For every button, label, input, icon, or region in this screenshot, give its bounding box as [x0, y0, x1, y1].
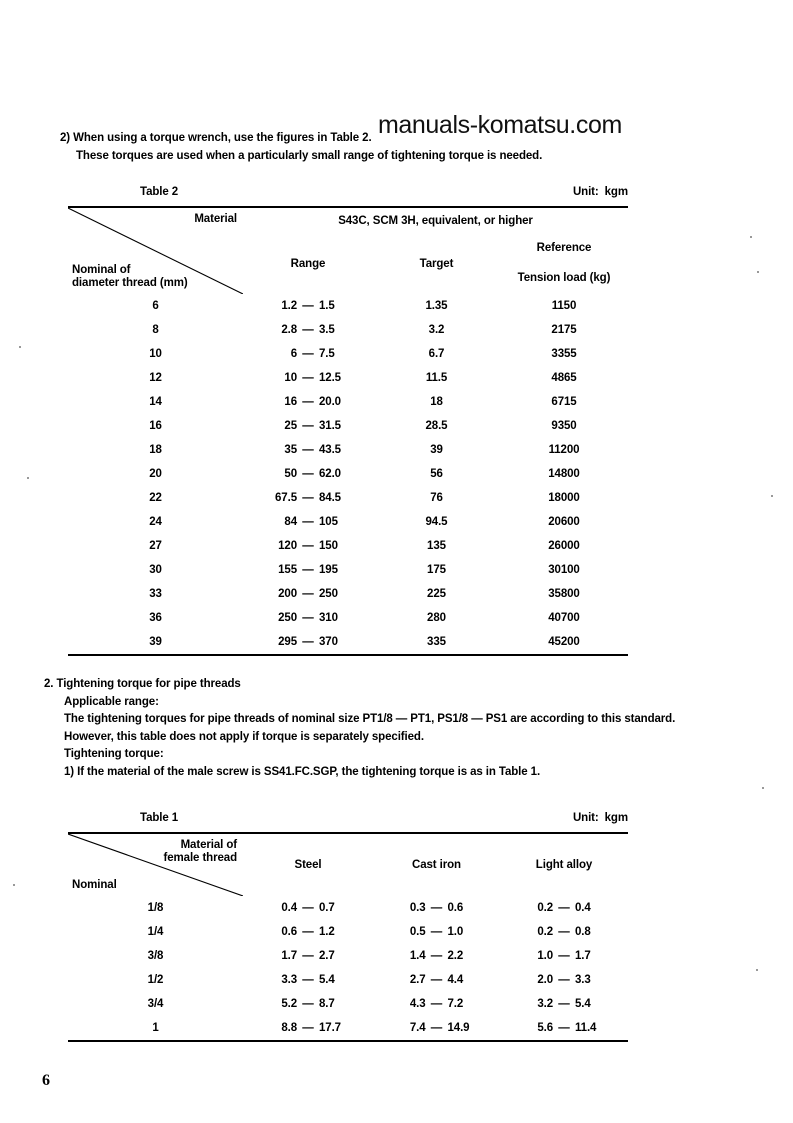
table2-col-tension-load: Tension load (kg) [517, 272, 611, 284]
table-row [68, 606, 628, 630]
table2-cell-tension-load: 2175 [551, 324, 577, 336]
range-low: 10 [284, 372, 297, 384]
range-dash: — [302, 998, 314, 1010]
range-low: 35 [284, 444, 297, 456]
range-high: 370 [319, 636, 338, 648]
table1-cell-cast-iron [373, 992, 500, 1016]
table2-cell-target: 280 [427, 612, 446, 624]
scan-speckle [27, 477, 29, 479]
range-dash: — [430, 902, 443, 914]
section2-tightening-torque-label: Tightening torque: [64, 748, 164, 760]
range-dash: — [558, 1022, 570, 1034]
table1-cell-nominal: 1 [152, 1022, 159, 1034]
table2-cell-nominal: 8 [152, 324, 159, 336]
range-dash: — [302, 300, 314, 312]
range-low: 1.4 [409, 950, 426, 962]
table1-cell-nominal: 1/2 [147, 974, 164, 986]
range-low: 0.4 [281, 902, 297, 914]
table1 [68, 832, 628, 1042]
table2-cell-target: 76 [430, 492, 443, 504]
table-row [68, 294, 628, 318]
range-low: 1.7 [281, 950, 297, 962]
table-row [68, 944, 628, 968]
table2-caption: Table 2 [140, 186, 179, 198]
table1-cell-steel [243, 920, 373, 944]
watermark-text: manuals-komatsu.com [378, 111, 622, 139]
range-high: 20.0 [319, 396, 341, 408]
table2-cell-tension-load: 9350 [551, 420, 577, 432]
table1-col-steel: Steel [294, 859, 322, 871]
range-dash: — [302, 372, 314, 384]
table-row [68, 968, 628, 992]
table2-col-reference: Reference [536, 241, 592, 254]
table-row [68, 558, 628, 582]
range-low: 2.0 [537, 974, 553, 986]
table2-cell-target: 6.7 [428, 348, 445, 360]
table2-cell-tension-load: 45200 [548, 636, 580, 648]
range-high: 1.5 [319, 300, 335, 312]
section2-body-1: The tightening torques for pipe threads of nominal size PT1/8 — PT1, PS1/8 — PS1 are according to this standard. [64, 713, 676, 725]
range-dash: — [302, 492, 314, 504]
table2-cell-tension-load: 1150 [551, 300, 577, 312]
range-low: 67.5 [275, 492, 297, 504]
range-high: 150 [319, 540, 338, 552]
table-row [68, 630, 628, 655]
table-row [68, 438, 628, 462]
range-dash: — [302, 974, 314, 986]
range-low: 1.2 [281, 300, 297, 312]
table-row [68, 390, 628, 414]
range-high: 1.0 [447, 926, 464, 938]
table-row [68, 462, 628, 486]
range-high: 0.4 [575, 902, 591, 914]
range-high: 0.7 [319, 902, 335, 914]
table2-cell-nominal: 33 [149, 588, 162, 600]
scan-speckle [19, 346, 21, 348]
range-dash: — [302, 348, 314, 360]
table-row [68, 534, 628, 558]
intro-line-1: 2) When using a torque wrench, use the figures in Table 2. [60, 132, 372, 144]
table1-col-cast-iron: Cast iron [412, 859, 461, 871]
table2-cell-range [243, 534, 373, 558]
section2-heading: 2. Tightening torque for pipe threads [44, 678, 241, 690]
table-row [68, 342, 628, 366]
table-row [68, 318, 628, 342]
range-low: 7.4 [409, 1022, 426, 1034]
range-low: 84 [284, 516, 297, 528]
table-row [68, 992, 628, 1016]
range-high: 11.4 [575, 1022, 597, 1034]
range-high: 14.9 [447, 1022, 470, 1034]
table2-cell-range [243, 318, 373, 342]
table1-cell-light-alloy [500, 920, 628, 944]
range-dash: — [302, 540, 314, 552]
table1-cell-steel [243, 968, 373, 992]
table-row [68, 582, 628, 606]
table2-cell-target: 28.5 [425, 420, 448, 432]
range-dash: — [430, 926, 443, 938]
table2-cell-nominal: 12 [149, 372, 162, 384]
table2-cell-range [243, 510, 373, 534]
range-low: 3.2 [537, 998, 553, 1010]
table2-cell-target: 11.5 [425, 372, 448, 384]
table2-material-label: Material [194, 213, 237, 225]
table2-cell-nominal: 6 [152, 300, 159, 312]
scan-speckle [771, 495, 773, 497]
table2-header-row-1 [68, 207, 628, 233]
table1-corner-cell [68, 833, 243, 896]
range-dash: — [302, 324, 314, 336]
range-high: 62.0 [319, 468, 341, 480]
table2-cell-tension-load: 6715 [551, 396, 577, 408]
table2-cell-nominal: 16 [149, 420, 162, 432]
range-high: 5.4 [319, 974, 335, 986]
table2-material-band: S43C, SCM 3H, equivalent, or higher [338, 214, 533, 227]
scan-speckle [757, 271, 759, 273]
table2-unit-value: kgm [604, 186, 628, 198]
table2-cell-nominal: 14 [149, 396, 162, 408]
range-dash: — [302, 564, 314, 576]
range-high: 3.5 [319, 324, 335, 336]
table2-cell-range [243, 630, 373, 655]
range-high: 310 [319, 612, 338, 624]
range-low: 8.8 [281, 1022, 297, 1034]
scan-speckle [750, 236, 752, 238]
range-low: 1.0 [537, 950, 553, 962]
table2-cell-tension-load: 4865 [551, 372, 577, 384]
table2-cell-target: 335 [427, 636, 446, 648]
intro-line-2: These torques are used when a particularly small range of tightening torque is needed. [76, 150, 543, 162]
range-low: 155 [278, 564, 297, 576]
table2-cell-nominal: 30 [149, 564, 162, 576]
table1-cell-steel [243, 1016, 373, 1041]
section2 [44, 676, 734, 781]
table2-cell-tension-load: 18000 [548, 492, 580, 504]
table1-cell-cast-iron [373, 920, 500, 944]
range-low: 0.2 [537, 902, 553, 914]
range-high: 7.2 [447, 998, 464, 1010]
table1-cell-steel [243, 992, 373, 1016]
table2-cell-tension-load: 40700 [548, 612, 580, 624]
section2-applicable-range-label: Applicable range: [64, 695, 159, 708]
table2-cell-nominal: 20 [149, 468, 162, 480]
range-high: 195 [319, 564, 338, 576]
table2-cell-range [243, 294, 373, 318]
range-dash: — [302, 468, 314, 480]
table1-nominal-label: Nominal [72, 879, 117, 891]
table1-cell-steel [243, 944, 373, 968]
range-high: 1.2 [319, 926, 335, 938]
range-dash: — [430, 998, 443, 1010]
table1-material-label [164, 839, 237, 865]
range-dash: — [302, 612, 314, 624]
table-row [68, 896, 628, 920]
table2-cell-target: 175 [427, 564, 446, 576]
range-low: 5.2 [281, 998, 297, 1010]
section2-body-3: 1) If the material of the male screw is SS41.FC.SGP, the tightening torque is as in Table 1. [64, 765, 541, 778]
range-high: 17.7 [319, 1022, 341, 1034]
range-dash: — [302, 420, 314, 432]
range-low: 120 [278, 540, 297, 552]
page-number: 6 [42, 1072, 50, 1089]
table1-cell-light-alloy [500, 896, 628, 920]
table2-cell-range [243, 414, 373, 438]
table2-cell-nominal: 39 [149, 636, 162, 648]
table2-nominal-line2: diameter thread (mm) [72, 277, 188, 289]
table-row [68, 414, 628, 438]
table1-head [68, 833, 628, 896]
table1-cell-cast-iron [373, 1016, 500, 1041]
table2-cell-target: 94.5 [425, 516, 448, 528]
table2-cell-range [243, 342, 373, 366]
range-dash: — [430, 950, 443, 962]
table1-cell-light-alloy [500, 992, 628, 1016]
table2-cell-range [243, 582, 373, 606]
table2-cell-tension-load: 3355 [551, 348, 577, 360]
range-high: 4.4 [447, 974, 464, 986]
range-dash: — [558, 926, 570, 938]
table2-cell-target: 39 [430, 444, 443, 456]
range-low: 4.3 [409, 998, 426, 1010]
range-high: 7.5 [319, 348, 335, 360]
range-low: 16 [284, 396, 297, 408]
intro-paragraph [60, 129, 720, 165]
table2-cell-range [243, 462, 373, 486]
table2-cell-range [243, 558, 373, 582]
section2-body-2: However, this table does not apply if torque is separately specified. [64, 730, 424, 743]
range-dash: — [302, 902, 314, 914]
range-high: 43.5 [319, 444, 341, 456]
range-high: 2.7 [319, 950, 335, 962]
range-dash: — [558, 902, 570, 914]
table1-cell-cast-iron [373, 896, 500, 920]
range-high: 5.4 [575, 998, 591, 1010]
table1-cell-nominal: 1/4 [147, 926, 164, 938]
table2-nominal-label [72, 264, 188, 290]
table2-cell-nominal: 36 [149, 612, 162, 624]
range-high: 3.3 [575, 974, 591, 986]
table-row [68, 486, 628, 510]
range-low: 0.3 [409, 902, 426, 914]
range-dash: — [430, 1022, 443, 1034]
range-high: 1.7 [575, 950, 591, 962]
range-dash: — [302, 396, 314, 408]
table1-material-line1: Material of [180, 839, 237, 851]
table2-cell-range [243, 390, 373, 414]
table1-body [68, 896, 628, 1041]
table1-cell-cast-iron [373, 944, 500, 968]
range-low: 0.6 [281, 926, 297, 938]
table2-cell-tension-load: 26000 [548, 540, 580, 552]
table1-cell-cast-iron [373, 968, 500, 992]
range-dash: — [302, 588, 314, 600]
range-dash: — [302, 950, 314, 962]
range-high: 250 [319, 588, 338, 600]
range-dash: — [430, 974, 443, 986]
table1-cell-nominal: 3/8 [147, 950, 164, 962]
range-dash: — [302, 1022, 314, 1034]
table2-corner-cell [68, 207, 243, 294]
table1-col-light-alloy: Light alloy [535, 859, 593, 871]
table2-cell-target: 3.2 [428, 324, 445, 336]
table1-material-line2: female thread [163, 852, 237, 864]
table2-nominal-line1: Nominal of [72, 264, 131, 276]
range-low: 0.5 [409, 926, 426, 938]
range-low: 200 [278, 588, 297, 600]
range-dash: — [302, 516, 314, 528]
range-high: 31.5 [319, 420, 341, 432]
table-row [68, 1016, 628, 1041]
range-dash: — [558, 950, 570, 962]
table2-cell-nominal: 27 [149, 540, 162, 552]
table1-caption: Table 1 [140, 812, 179, 824]
scan-speckle [756, 969, 758, 971]
table1-header-row [68, 833, 628, 896]
scan-speckle [762, 787, 764, 789]
table2-unit-label: Unit: [572, 186, 599, 198]
table1-cell-light-alloy [500, 968, 628, 992]
table2-cell-nominal: 10 [149, 348, 162, 360]
range-low: 2.8 [281, 324, 297, 336]
range-low: 2.7 [409, 974, 426, 986]
table2-cell-range [243, 606, 373, 630]
table1-cell-nominal: 1/8 [147, 902, 164, 914]
range-high: 8.7 [319, 998, 335, 1010]
scan-speckle [13, 884, 15, 886]
table2-cell-tension-load: 11200 [548, 444, 580, 456]
table2-cell-nominal: 18 [149, 444, 162, 456]
table2-cell-nominal: 22 [149, 492, 162, 504]
range-low: 250 [278, 612, 297, 624]
range-dash: — [302, 926, 314, 938]
table2-cell-tension-load: 14800 [548, 468, 580, 480]
range-high: 2.2 [447, 950, 464, 962]
table2-unit [573, 186, 628, 198]
table1-cell-steel [243, 896, 373, 920]
range-dash: — [302, 636, 314, 648]
table2-col-range: Range [290, 257, 326, 270]
table2-head [68, 207, 628, 294]
range-low: 6 [290, 348, 297, 360]
table2-cell-tension-load: 30100 [548, 564, 580, 576]
table2-cell-range [243, 438, 373, 462]
range-high: 105 [319, 516, 338, 528]
table2-cell-target: 135 [427, 540, 446, 552]
table2-cell-target: 18 [430, 396, 443, 408]
range-high: 84.5 [319, 492, 341, 504]
range-low: 0.2 [537, 926, 553, 938]
table-row [68, 920, 628, 944]
table2-cell-range [243, 366, 373, 390]
table-row [68, 510, 628, 534]
range-dash: — [302, 444, 314, 456]
table1-cell-light-alloy [500, 944, 628, 968]
table2-cell-nominal: 24 [149, 516, 162, 528]
range-dash: — [558, 998, 570, 1010]
table2-body [68, 294, 628, 655]
range-low: 50 [284, 468, 297, 480]
table2-cell-tension-load: 35800 [548, 588, 580, 600]
range-low: 3.3 [281, 974, 297, 986]
range-dash: — [558, 974, 570, 986]
range-low: 5.6 [537, 1022, 553, 1034]
table2-cell-range [243, 486, 373, 510]
table2-col-target: Target [419, 257, 454, 270]
table1-cell-nominal: 3/4 [147, 998, 164, 1010]
range-low: 295 [278, 636, 297, 648]
range-high: 0.8 [575, 926, 591, 938]
table2 [68, 206, 628, 656]
table-row [68, 366, 628, 390]
range-high: 0.6 [447, 902, 464, 914]
table2-cell-target: 225 [427, 588, 446, 600]
table1-unit-label: Unit: [572, 812, 599, 824]
table2-cell-tension-load: 20600 [548, 516, 580, 528]
range-low: 25 [284, 420, 297, 432]
table1-cell-light-alloy [500, 1016, 628, 1041]
table1-unit [573, 812, 628, 824]
table1-unit-value: kgm [604, 812, 628, 824]
table2-cell-target: 1.35 [425, 300, 448, 312]
table2-cell-target: 56 [430, 468, 443, 480]
range-high: 12.5 [319, 372, 341, 384]
